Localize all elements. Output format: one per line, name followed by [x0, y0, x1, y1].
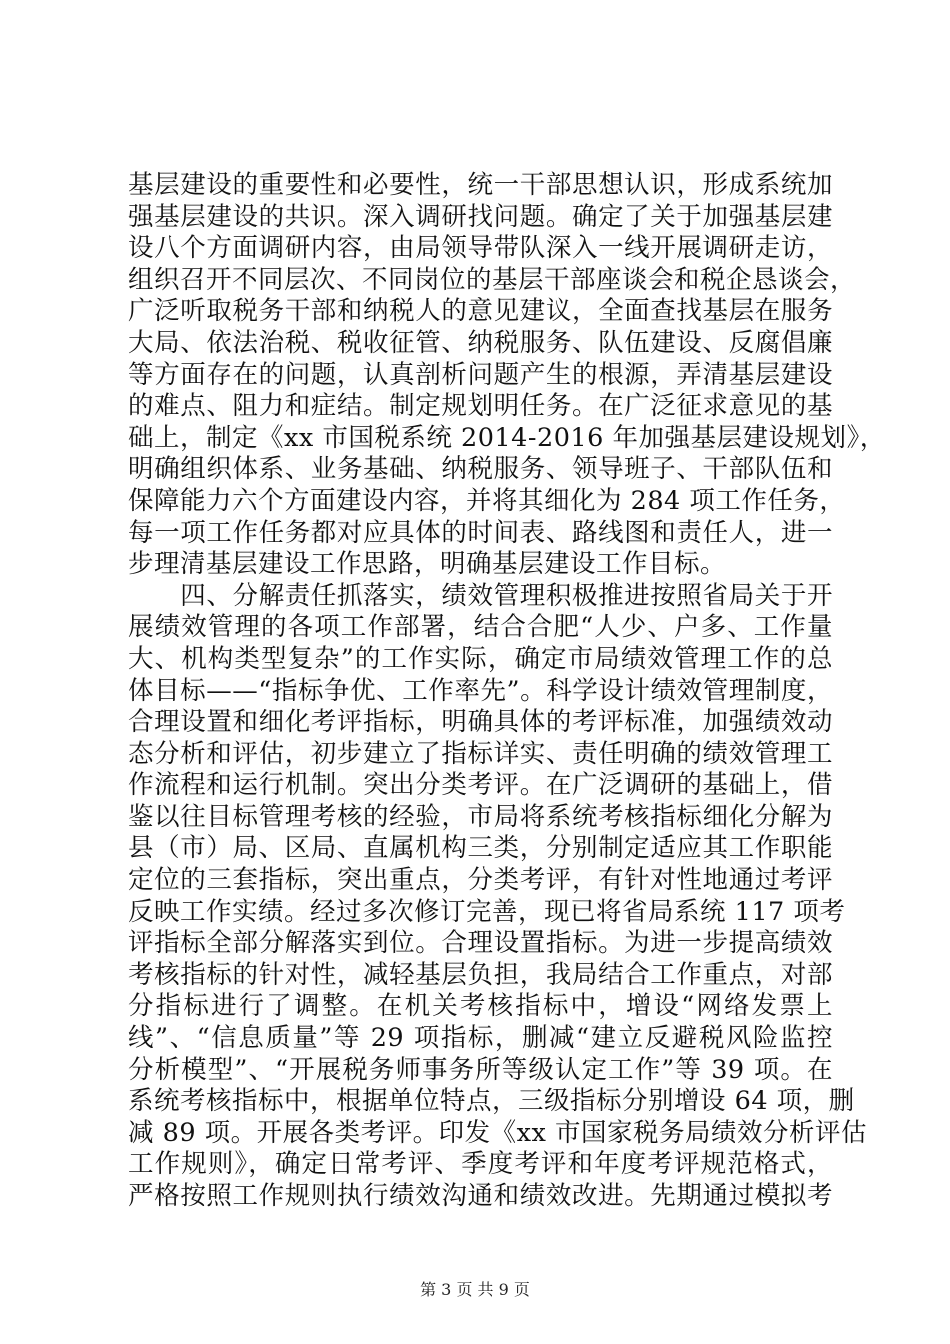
page-number-footer: 第 3 页 共 9 页	[420, 1280, 530, 1299]
text-line: 严格按照工作规则执行绩效沟通和绩效改进。先期通过模拟考	[128, 1181, 833, 1211]
text-line: 四、分解责任抓落实，绩效管理积极推进按照省局关于开	[128, 580, 833, 611]
text-line: 系统考核指标中，根据单位特点，三级指标分别增设 64 项，删	[128, 1086, 855, 1117]
text-line: 明确组织体系、业务基础、纳税服务、领导班子、干部队伍和	[128, 454, 833, 485]
text-line: 考核指标的针对性，减轻基层负担，我局结合工作重点，对部	[128, 959, 833, 990]
text-line: 保障能力六个方面建设内容，并将其细化为 284 项工作任务，	[128, 485, 846, 516]
text-line: 广泛听取税务干部和纳税人的意见建议，全面查找基层在服务	[128, 296, 833, 327]
text-line: 强基层建设的共识。深入调研找问题。确定了关于加强基层建	[128, 201, 833, 232]
text-line: 设八个方面调研内容，由局领导带队深入一线开展调研走访，	[128, 233, 833, 264]
text-line: 作流程和运行机制。突出分类考评。在广泛调研的基础上，借	[128, 770, 833, 801]
text-line: 等方面存在的问题，认真剖析问题产生的根源，弄清基层建设	[128, 359, 833, 390]
text-line: 县（市）局、区局、直属机构三类，分别制定适应其工作职能	[128, 833, 833, 864]
body-text	[128, 170, 886, 1213]
text-line: 基层建设的重要性和必要性，统一干部思想认识，形成系统加	[128, 170, 833, 200]
text-line: 组织召开不同层次、不同岗位的基层干部座谈会和税企恳谈会，	[128, 264, 857, 295]
text-line: 分指标进行了调整。在机关考核指标中，增设“网络发票上	[128, 991, 833, 1022]
text-line: 线”、“信息质量”等 29 项指标，删减“建立反避税风险监控	[128, 1023, 833, 1054]
text-line: 评指标全部分解落实到位。合理设置指标。为进一步提高绩效	[128, 928, 833, 959]
text-line: 分析模型”、“开展税务师事务所等级认定工作”等 39 项。在	[128, 1054, 833, 1085]
text-line: 态分析和评估，初步建立了指标详实、责任明确的绩效管理工	[128, 738, 833, 769]
text-line: 大、机构类型复杂”的工作实际，确定市局绩效管理工作的总	[128, 643, 833, 674]
text-line: 工作规则》，确定日常考评、季度考评和年度考评规范格式，	[128, 1149, 833, 1180]
text-line: 反映工作实绩。经过多次修订完善，现已将省局系统 117 项考	[128, 896, 846, 927]
text-line: 定位的三套指标，突出重点，分类考评，有针对性地通过考评	[128, 865, 833, 896]
text-line: 大局、依法治税、税收征管、纳税服务、队伍建设、反腐倡廉	[128, 327, 833, 358]
text-line: 减 89 项。开展各类考评。印发《xx 市国家税务局绩效分析评估	[128, 1117, 868, 1148]
text-line: 础上，制定《xx 市国税系统 2014-2016 年加强基层建设规划》，	[128, 422, 886, 453]
text-line: 每一项工作任务都对应具体的时间表、路线图和责任人，进一	[128, 517, 833, 548]
text-line: 步理清基层建设工作思路，明确基层建设工作目标。	[128, 549, 727, 580]
text-line: 合理设置和细化考评指标，明确具体的考评标准，加强绩效动	[128, 707, 833, 738]
text-line: 的难点、阻力和症结。制定规划明任务。在广泛征求意见的基	[128, 391, 833, 422]
text-line: 体目标——“指标争优、工作率先”。科学设计绩效管理制度，	[128, 675, 833, 706]
text-line: 展绩效管理的各项工作部署，结合合肥“人少、户多、工作量	[128, 612, 833, 643]
text-line: 鉴以往目标管理考核的经验，市局将系统考核指标细化分解为	[128, 801, 833, 832]
